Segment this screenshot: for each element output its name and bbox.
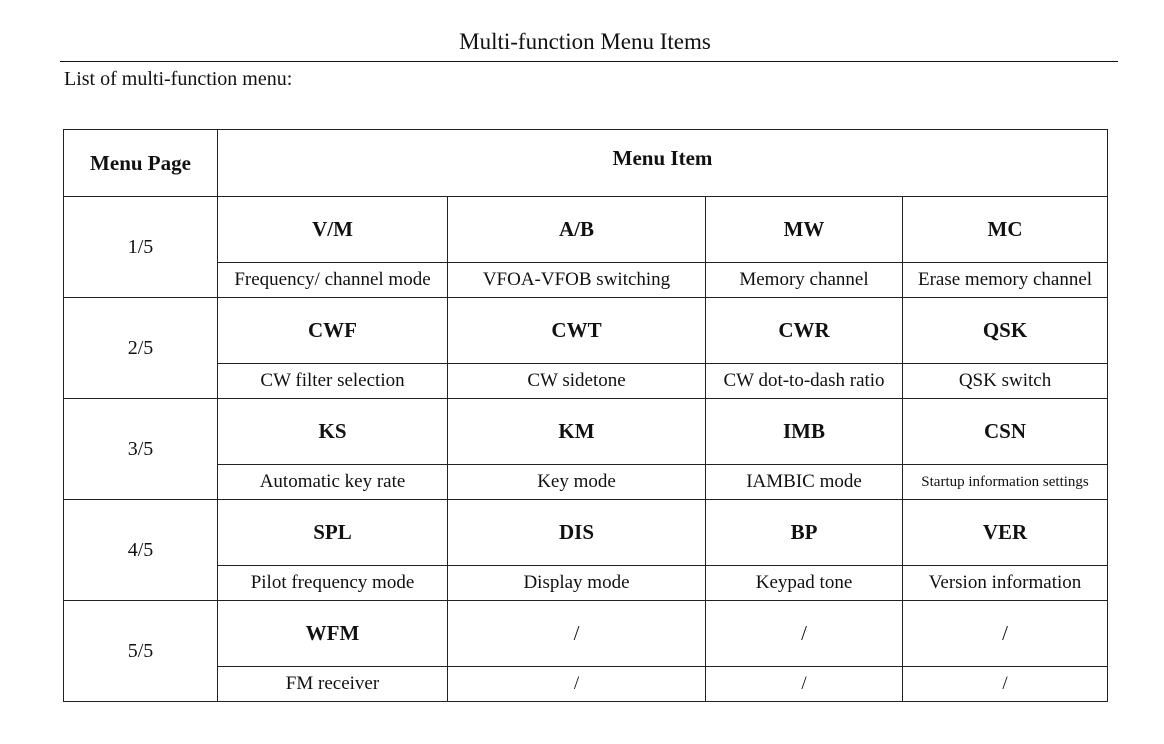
menu-desc-cell: CW filter selection (218, 364, 448, 399)
menu-desc-cell: Automatic key rate (218, 465, 448, 500)
menu-code-cell: CSN (903, 399, 1108, 465)
menu-code-cell: / (706, 601, 903, 667)
intro-text: List of multi-function menu: (64, 68, 293, 90)
header-menu-page: Menu Page (64, 130, 218, 197)
menu-desc-cell: / (903, 667, 1108, 702)
menu-page-cell: 4/5 (64, 500, 218, 601)
menu-code-cell: DIS (448, 500, 706, 566)
table-row (64, 197, 1108, 263)
menu-code-cell: QSK (903, 298, 1108, 364)
table-row (64, 399, 1108, 465)
menu-desc-cell: Keypad tone (706, 566, 903, 601)
menu-desc-cell: Version information (903, 566, 1108, 601)
table-row (64, 298, 1108, 364)
menu-code-cell: BP (706, 500, 903, 566)
menu-desc-cell: Pilot frequency mode (218, 566, 448, 601)
menu-code-cell: / (448, 601, 706, 667)
table-row (64, 566, 1108, 601)
menu-desc-cell: / (706, 667, 903, 702)
menu-desc-cell: Frequency/ channel mode (218, 263, 448, 298)
menu-code-cell: A/B (448, 197, 706, 263)
menu-page-cell: 1/5 (64, 197, 218, 298)
title-divider (60, 61, 1118, 62)
menu-desc-cell: FM receiver (218, 667, 448, 702)
menu-code-cell: CWF (218, 298, 448, 364)
menu-desc-cell: CW dot-to-dash ratio (706, 364, 903, 399)
menu-code-cell: / (903, 601, 1108, 667)
menu-desc-cell: IAMBIC mode (706, 465, 903, 500)
page-title: Multi-function Menu Items (459, 29, 711, 54)
header-menu-item: Menu Item (218, 130, 1108, 197)
table-header-row (64, 130, 1108, 197)
menu-code-cell: WFM (218, 601, 448, 667)
menu-desc-cell: Memory channel (706, 263, 903, 298)
menu-code-cell: KS (218, 399, 448, 465)
menu-code-cell: KM (448, 399, 706, 465)
menu-desc-cell: / (448, 667, 706, 702)
menu-code-cell: CWT (448, 298, 706, 364)
table-row (64, 667, 1108, 702)
menu-code-cell: VER (903, 500, 1108, 566)
menu-code-cell: MC (903, 197, 1108, 263)
menu-desc-cell: Startup information settings (903, 465, 1108, 500)
menu-code-cell: MW (706, 197, 903, 263)
menu-desc-cell: Erase memory channel (903, 263, 1108, 298)
table-row (64, 500, 1108, 566)
menu-desc-cell: QSK switch (903, 364, 1108, 399)
menu-code-cell: CWR (706, 298, 903, 364)
menu-code-cell: SPL (218, 500, 448, 566)
table-row (64, 263, 1108, 298)
menu-code-cell: IMB (706, 399, 903, 465)
menu-desc-cell: Display mode (448, 566, 706, 601)
menu-code-cell: V/M (218, 197, 448, 263)
table-row (64, 465, 1108, 500)
menu-page-cell: 5/5 (64, 601, 218, 702)
menu-page-cell: 2/5 (64, 298, 218, 399)
menu-desc-cell: CW sidetone (448, 364, 706, 399)
table-row (64, 364, 1108, 399)
menu-desc-cell: Key mode (448, 465, 706, 500)
menu-page-cell: 3/5 (64, 399, 218, 500)
table-row (64, 601, 1108, 667)
menu-table (63, 129, 1108, 702)
menu-desc-cell: VFOA-VFOB switching (448, 263, 706, 298)
